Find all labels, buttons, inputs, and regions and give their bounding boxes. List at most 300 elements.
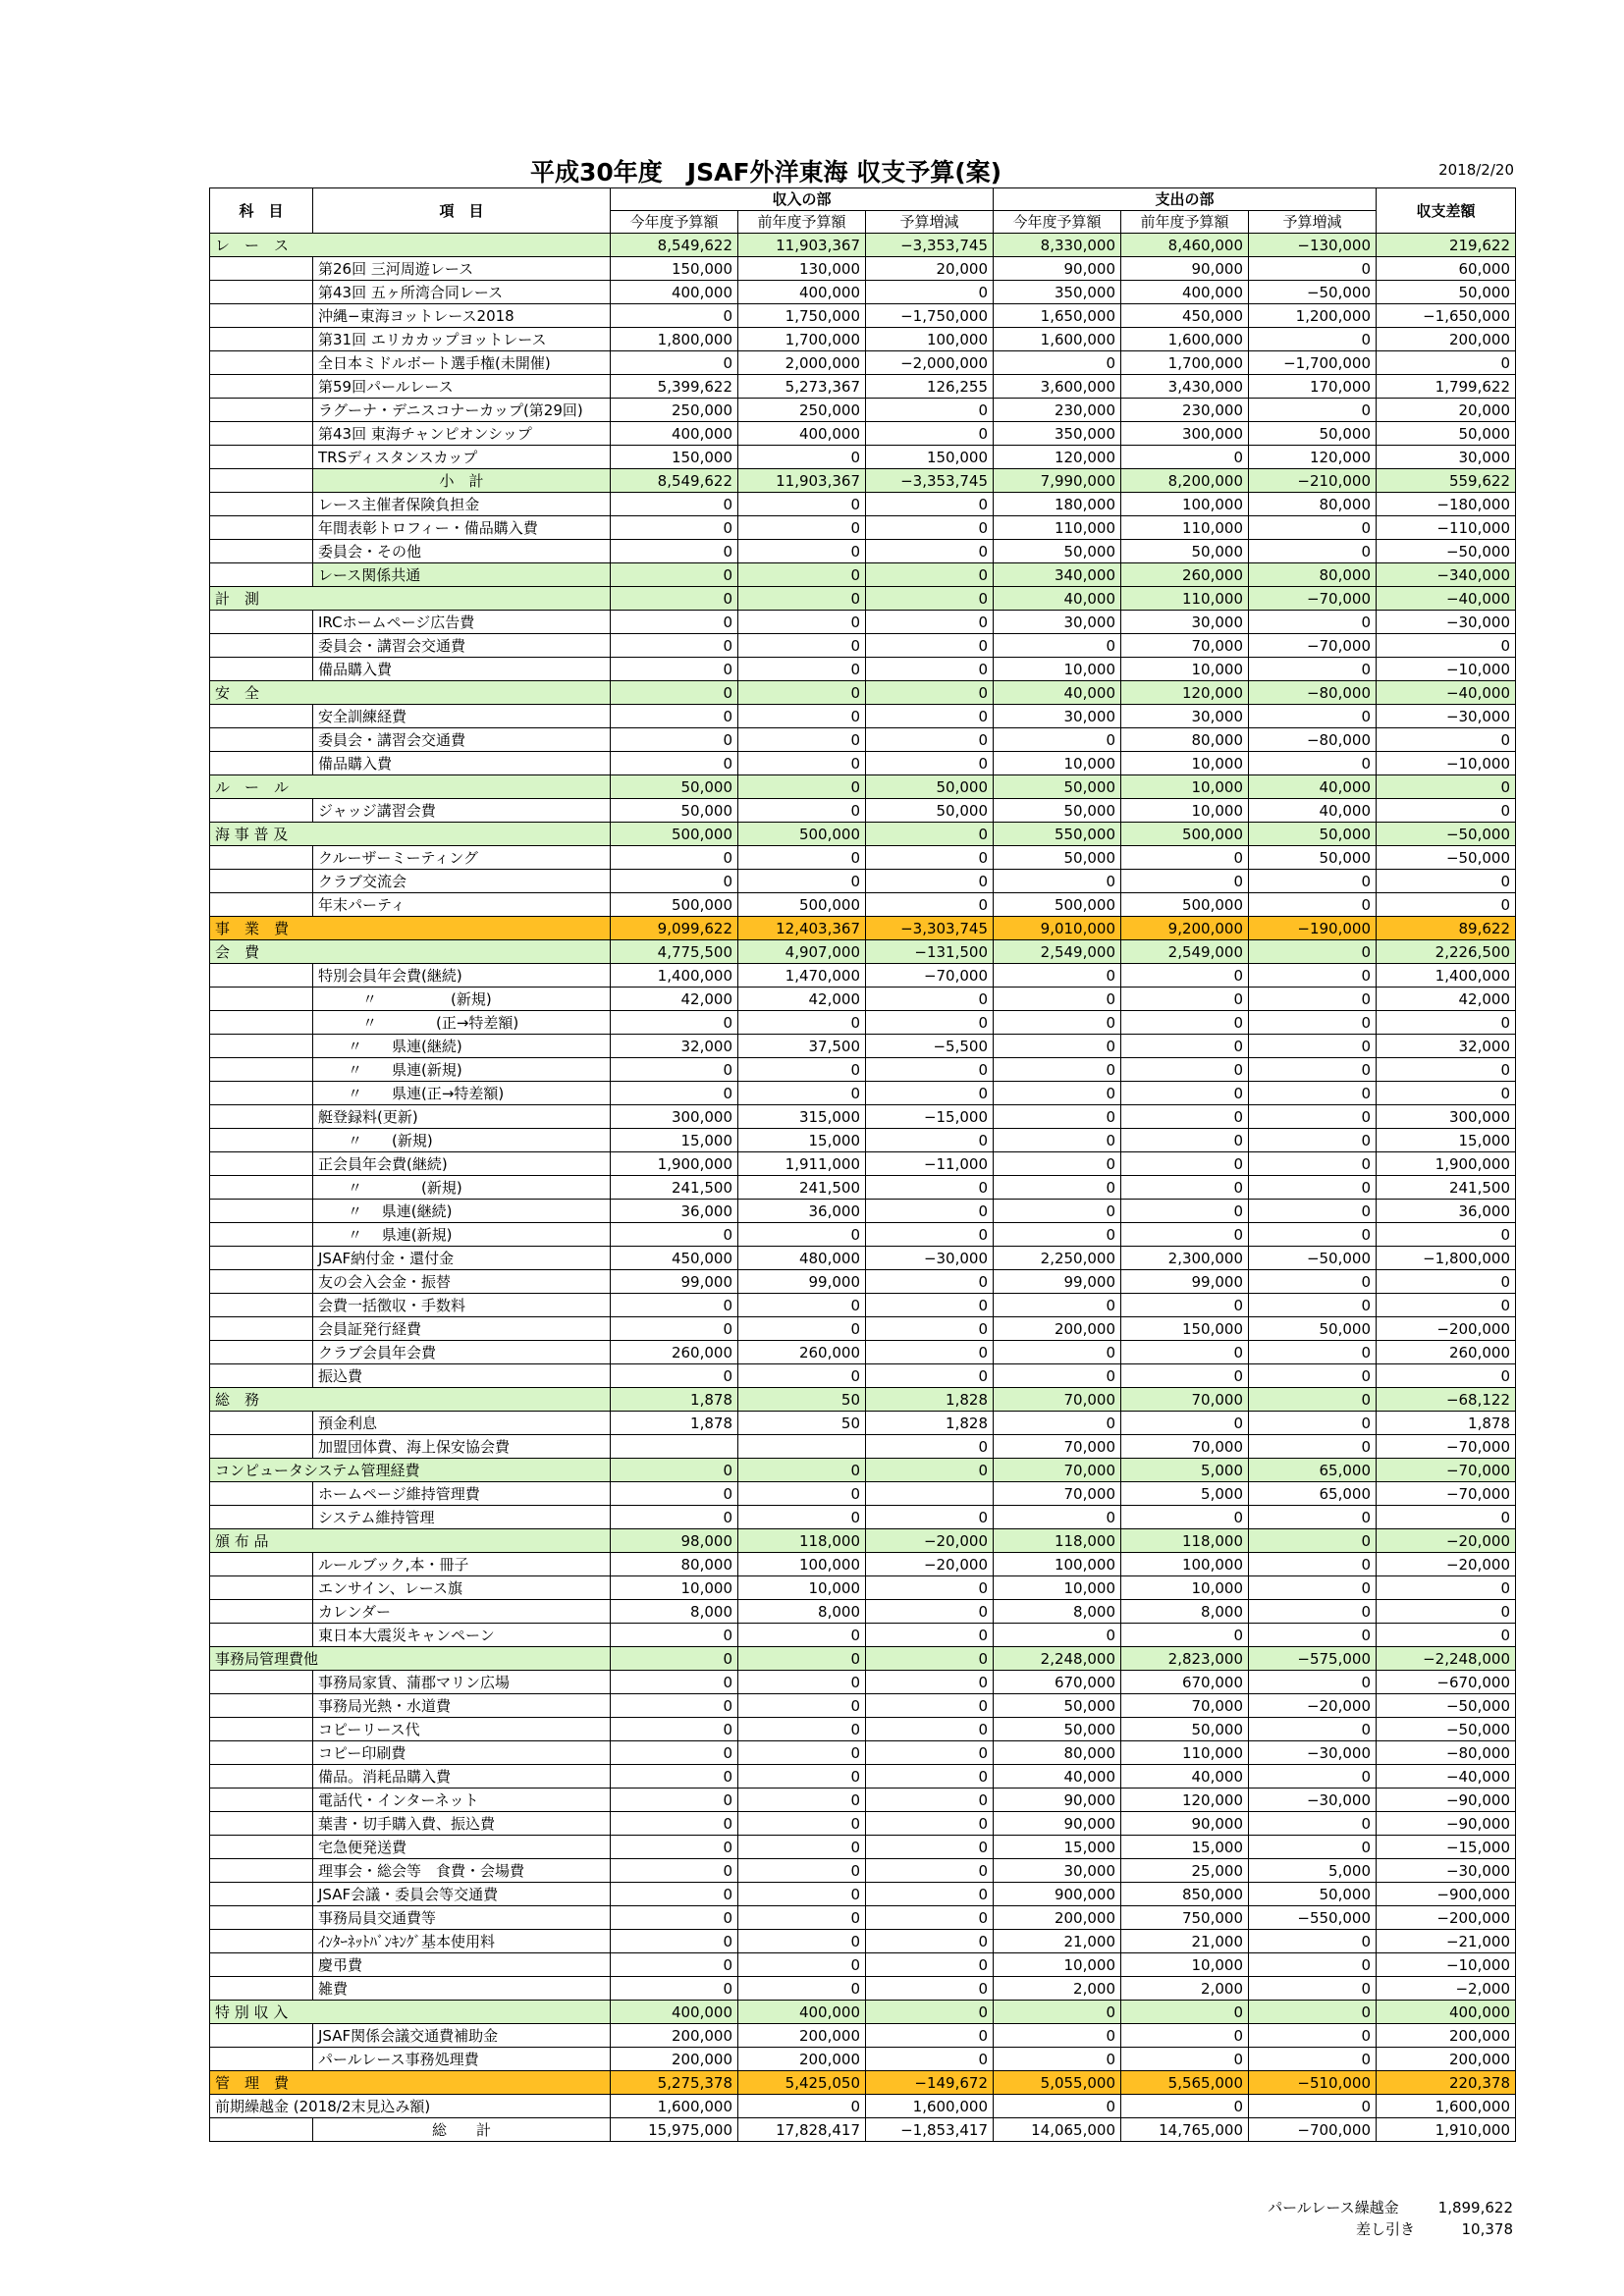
value-cell [738,1435,866,1459]
value-cell: 450,000 [611,1247,738,1270]
value-cell: 50,000 [1249,422,1377,446]
item-label: ｲﾝﾀｰﾈｯﾄﾊﾞﾝｷﾝｸﾞ基本使用料 [313,1930,611,1953]
value-cell: 500,000 [1121,893,1249,917]
value-cell: 0 [1249,611,1377,634]
cat-row [210,1647,1516,1671]
item-label: 雑費 [313,1977,611,2001]
value-cell [866,1482,994,1506]
value-cell: 10,000 [994,1576,1121,1600]
table-row [210,893,1516,917]
table-row [210,1765,1516,1789]
value-cell: 0 [1377,1294,1516,1317]
value-cell: 500,000 [738,893,866,917]
item-label: JSAF会議・委員会等交通費 [313,1883,611,1906]
value-cell: 8,549,622 [611,234,738,257]
item-label: JSAF納付金・還付金 [313,1247,611,1270]
table-row [210,1176,1516,1200]
table-row [210,493,1516,516]
value-cell: 0 [1377,1223,1516,1247]
value-cell: 0 [1249,1176,1377,1200]
item-label: 理事会・総会等 食費・会場費 [313,1859,611,1883]
value-cell: 42,000 [1377,988,1516,1011]
value-cell: 0 [738,1694,866,1718]
item-label: 委員会・その他 [313,540,611,563]
value-cell: 400,000 [738,422,866,446]
value-cell: 0 [1249,1553,1377,1576]
value-cell: 15,000 [738,1129,866,1152]
item-label: 東日本大震災キャンペーン [313,1624,611,1647]
category-label: コンピュータシステム管理経費 [210,1459,611,1482]
value-cell: 0 [1249,988,1377,1011]
empty-cell [210,2118,313,2142]
value-cell: 0 [994,1176,1121,1200]
value-cell: 260,000 [1377,1341,1516,1364]
value-cell: 10,000 [611,1576,738,1600]
value-cell: 5,273,367 [738,375,866,399]
table-row [210,281,1516,304]
value-cell: 0 [866,988,994,1011]
value-cell: 250,000 [738,399,866,422]
col-income-previous: 前年度予算額 [738,211,866,234]
value-cell: 230,000 [994,399,1121,422]
empty-cell [210,1930,313,1953]
value-cell: 0 [738,1364,866,1388]
value-cell: 8,000 [738,1600,866,1624]
value-cell: 0 [1249,2048,1377,2071]
value-cell: 0 [866,1600,994,1624]
table-row [210,799,1516,823]
value-cell: 1,911,000 [738,1152,866,1176]
value-cell: 0 [866,1058,994,1082]
value-cell: 110,000 [1121,587,1249,611]
empty-cell [210,1953,313,1977]
value-cell: −210,000 [1249,469,1377,493]
value-cell: 50 [738,1412,866,1435]
value-cell: 0 [1121,2024,1249,2048]
value-cell: 36,000 [738,1200,866,1223]
value-cell: 30,000 [1121,611,1249,634]
value-cell: 50,000 [1377,422,1516,446]
value-cell: −70,000 [1377,1482,1516,1506]
sub-row [210,469,1516,493]
value-cell: −5,500 [866,1035,994,1058]
table-row [210,870,1516,893]
value-cell: 400,000 [738,2001,866,2024]
value-cell: 180,000 [994,493,1121,516]
empty-cell [210,304,313,328]
value-cell: −70,000 [1377,1435,1516,1459]
cat-row [210,234,1516,257]
empty-cell [210,1789,313,1812]
value-cell: −70,000 [1377,1459,1516,1482]
table-row [210,611,1516,634]
value-cell: 0 [1121,1105,1249,1129]
value-cell: −80,000 [1249,728,1377,752]
table-row [210,257,1516,281]
empty-cell [210,563,313,587]
table-row [210,1789,1516,1812]
value-cell: 0 [866,1883,994,1906]
item-label: クラブ交流会 [313,870,611,893]
value-cell: 5,055,000 [994,2071,1121,2095]
value-cell: 42,000 [611,988,738,1011]
value-cell: −510,000 [1249,2071,1377,2095]
value-cell: 5,000 [1121,1482,1249,1506]
value-cell: 0 [866,540,994,563]
value-cell: 50,000 [994,1718,1121,1741]
col-income-current: 今年度予算額 [611,211,738,234]
value-cell: 50,000 [866,775,994,799]
value-cell: 0 [866,2024,994,2048]
value-cell: 0 [866,705,994,728]
value-cell: 0 [611,1647,738,1671]
value-cell: 0 [611,1930,738,1953]
value-cell: 200,000 [738,2024,866,2048]
empty-cell [210,1200,313,1223]
table-row [210,1364,1516,1388]
value-cell: −2,000,000 [866,351,994,375]
value-cell: 0 [1377,351,1516,375]
value-cell: 0 [611,1082,738,1105]
value-cell: 0 [866,1718,994,1741]
item-label: 友の会入会金・振替 [313,1270,611,1294]
table-row [210,1953,1516,1977]
value-cell: −70,000 [1249,587,1377,611]
value-cell: 5,000 [1249,1859,1377,1883]
value-cell: 0 [611,752,738,775]
table-row [210,1977,1516,2001]
item-label: 沖縄−東海ヨットレース2018 [313,304,611,328]
item-label: 第43回 東海チャンピオンシップ [313,422,611,446]
value-cell: 15,000 [994,1836,1121,1859]
value-cell: 0 [738,799,866,823]
value-cell: 1,650,000 [994,304,1121,328]
category-label: 事 業 費 [210,917,611,940]
value-cell: 2,000 [1121,1977,1249,2001]
value-cell: 400,000 [611,281,738,304]
footer-row [1268,2218,1513,2240]
value-cell: 0 [866,1129,994,1152]
value-cell: 0 [866,1671,994,1694]
value-cell: 10,000 [994,658,1121,681]
table-row [210,1812,1516,1836]
value-cell: 400,000 [738,281,866,304]
value-cell: 150,000 [611,446,738,469]
value-cell: 0 [738,658,866,681]
value-cell: 0 [866,1270,994,1294]
value-cell: 0 [738,1765,866,1789]
value-cell: 450,000 [1121,304,1249,328]
value-cell: −50,000 [1377,1718,1516,1741]
value-cell: −575,000 [1249,1647,1377,1671]
value-cell: 20,000 [866,257,994,281]
income-header: 収入の部 [611,188,994,211]
value-cell: 5,399,622 [611,375,738,399]
value-cell: 0 [611,611,738,634]
value-cell: 0 [1377,1364,1516,1388]
footer-row [1268,2197,1513,2218]
value-cell: 0 [866,870,994,893]
value-cell: 30,000 [1121,705,1249,728]
value-cell: 0 [994,634,1121,658]
empty-cell [210,1058,313,1082]
item-label: 〃 (新規) [313,1129,611,1152]
value-cell: 220,378 [1377,2071,1516,2095]
value-cell: −340,000 [1377,563,1516,587]
value-cell: 400,000 [1121,281,1249,304]
value-cell: 0 [1121,964,1249,988]
value-cell: 0 [1249,2001,1377,2024]
value-cell: 0 [866,1741,994,1765]
value-cell: 0 [1121,1011,1249,1035]
value-cell: −90,000 [1377,1812,1516,1836]
value-cell: 0 [611,1058,738,1082]
value-cell: 30,000 [994,1859,1121,1883]
empty-cell [210,964,313,988]
item-label: レース主催者保険負担金 [313,493,611,516]
value-cell: 0 [866,1859,994,1883]
value-cell: 0 [738,1058,866,1082]
item-label: 宅急便発送費 [313,1836,611,1859]
empty-cell [210,1600,313,1624]
value-cell: 1,600,000 [866,2095,994,2118]
value-cell: 4,775,500 [611,940,738,964]
value-cell: 0 [1249,870,1377,893]
value-cell: 0 [1121,1082,1249,1105]
value-cell: 17,828,417 [738,2118,866,2142]
empty-cell [210,1765,313,1789]
table-row [210,1412,1516,1435]
value-cell: 70,000 [994,1388,1121,1412]
value-cell: 8,000 [994,1600,1121,1624]
value-cell: 120,000 [1249,446,1377,469]
value-cell: 0 [1249,1624,1377,1647]
value-cell: 0 [866,1459,994,1482]
value-cell: 70,000 [994,1435,1121,1459]
table-row [210,752,1516,775]
value-cell: −20,000 [866,1529,994,1553]
page-title: 平成30年度 JSAF外洋東海 収支予算(案) [530,158,1002,187]
value-cell: −50,000 [1377,540,1516,563]
empty-cell [210,1294,313,1317]
value-cell: 0 [611,1883,738,1906]
item-label: TRSディスタンスカップ [313,446,611,469]
value-cell: 0 [611,1765,738,1789]
value-cell: 150,000 [866,446,994,469]
item-label: 振込費 [313,1364,611,1388]
value-cell: 40,000 [994,1765,1121,1789]
value-cell: 0 [866,2048,994,2071]
value-cell: 315,000 [738,1105,866,1129]
value-cell: 300,000 [611,1105,738,1129]
value-cell: 219,622 [1377,234,1516,257]
value-cell: 0 [738,1011,866,1035]
value-cell: 0 [738,1812,866,1836]
value-cell: 42,000 [738,988,866,1011]
value-cell: 0 [611,1812,738,1836]
value-cell: 0 [611,1624,738,1647]
value-cell: −900,000 [1377,1883,1516,1906]
empty-cell [210,2024,313,2048]
table-row [210,1435,1516,1459]
item-label: 艇登録料(更新) [313,1105,611,1129]
table-row [210,1930,1516,1953]
value-cell: 1,600,000 [1377,2095,1516,2118]
subtotal-label: 小 計 [313,469,611,493]
value-cell: 100,000 [994,1553,1121,1576]
value-cell: 1,470,000 [738,964,866,988]
value-cell: 9,099,622 [611,917,738,940]
value-cell: 0 [1249,940,1377,964]
value-cell: 80,000 [611,1553,738,1576]
category-label: 頒 布 品 [210,1529,611,1553]
empty-cell [210,1176,313,1200]
item-label: カレンダー [313,1600,611,1624]
value-cell: 40,000 [994,681,1121,705]
value-cell: 15,000 [1377,1129,1516,1152]
value-cell: 0 [611,1906,738,1930]
value-cell: 0 [738,1624,866,1647]
value-cell: 50,000 [994,540,1121,563]
value-cell: 0 [611,304,738,328]
empty-cell [210,1364,313,1388]
table-row [210,1247,1516,1270]
value-cell: 0 [866,1576,994,1600]
value-cell: 0 [866,846,994,870]
value-cell: 0 [1249,1223,1377,1247]
value-cell: 0 [866,1694,994,1718]
value-cell: 0 [1249,705,1377,728]
value-cell: −3,303,745 [866,917,994,940]
table-row [210,375,1516,399]
item-label: 慶弔費 [313,1953,611,1977]
value-cell: −50,000 [1249,1247,1377,1270]
item-label: コピー印刷費 [313,1741,611,1765]
plain-row [210,2095,1516,2118]
item-label: システム維持管理 [313,1506,611,1529]
value-cell: 0 [866,1624,994,1647]
value-cell: −40,000 [1377,587,1516,611]
empty-cell [210,1812,313,1836]
category-label: 安 全 [210,681,611,705]
value-cell: 2,549,000 [1121,940,1249,964]
cat-row [210,823,1516,846]
item-label: 〃 県連(継続) [313,1035,611,1058]
value-cell: 0 [738,1671,866,1694]
item-label: 電話代・インターネット [313,1789,611,1812]
item-label: クラブ会員年会費 [313,1341,611,1364]
table-row [210,964,1516,988]
value-cell: 50,000 [1121,1718,1249,1741]
value-cell: 0 [738,1789,866,1812]
value-cell: 30,000 [994,705,1121,728]
value-cell: −68,122 [1377,1388,1516,1412]
table-row [210,1341,1516,1364]
value-cell: 0 [611,1977,738,2001]
value-cell: 0 [1377,1576,1516,1600]
value-cell: 11,903,367 [738,469,866,493]
value-cell: 0 [994,1058,1121,1082]
item-label: クルーザーミーティング [313,846,611,870]
value-cell: −1,700,000 [1249,351,1377,375]
value-cell: 0 [1249,2024,1377,2048]
table-row [210,1152,1516,1176]
value-cell: 0 [994,2095,1121,2118]
value-cell: 2,000 [994,1977,1121,2001]
cat-row [210,587,1516,611]
item-label: 安全訓練経費 [313,705,611,728]
item-label: 第43回 五ヶ所湾合同レース [313,281,611,304]
item-label: ホームページ維持管理費 [313,1482,611,1506]
value-cell: 0 [611,587,738,611]
value-cell: 2,248,000 [994,1647,1121,1671]
value-cell: 2,823,000 [1121,1647,1249,1671]
value-cell: 0 [866,281,994,304]
col-kamoku-header: 科 目 [210,188,313,234]
value-cell: 0 [611,705,738,728]
table-row [210,705,1516,728]
value-cell: 0 [1249,658,1377,681]
value-cell: −80,000 [1377,1741,1516,1765]
value-cell: 9,010,000 [994,917,1121,940]
value-cell: 0 [1121,1200,1249,1223]
value-cell: 0 [738,1482,866,1506]
value-cell: 0 [866,1812,994,1836]
value-cell: 0 [866,1836,994,1859]
value-cell: 1,600,000 [994,328,1121,351]
empty-cell [210,870,313,893]
category-label: ル ー ル [210,775,611,799]
table-row [210,351,1516,375]
value-cell: 0 [738,540,866,563]
empty-cell [210,705,313,728]
value-cell: 1,200,000 [1249,304,1377,328]
value-cell: 0 [994,728,1121,752]
value-cell: −190,000 [1249,917,1377,940]
value-cell: 0 [1249,1671,1377,1694]
value-cell: 36,000 [611,1200,738,1223]
value-cell: 0 [611,1459,738,1482]
value-cell: 0 [866,823,994,846]
category-label: 事務局管理費他 [210,1647,611,1671]
value-cell: −90,000 [1377,1789,1516,1812]
value-cell: 300,000 [1121,422,1249,446]
value-cell: −1,750,000 [866,304,994,328]
value-cell: 14,065,000 [994,2118,1121,2142]
value-cell: 1,400,000 [1377,964,1516,988]
value-cell: 200,000 [1377,2048,1516,2071]
value-cell: −1,800,000 [1377,1247,1516,1270]
value-cell [611,1435,738,1459]
value-cell: −1,650,000 [1377,304,1516,328]
value-cell: 0 [611,658,738,681]
value-cell: 0 [1249,1058,1377,1082]
empty-cell [210,1718,313,1741]
value-cell: 0 [1249,1270,1377,1294]
value-cell: 0 [994,1506,1121,1529]
col-komoku-header: 項 目 [313,188,611,234]
value-cell: 0 [738,1741,866,1765]
value-cell: −110,000 [1377,516,1516,540]
item-label: IRCホームページ広告費 [313,611,611,634]
value-cell: 1,800,000 [611,328,738,351]
value-cell: 0 [1249,1341,1377,1364]
footer-value: 10,378 [1461,2220,1513,2238]
value-cell: −3,353,745 [866,469,994,493]
empty-cell [210,728,313,752]
table-row [210,328,1516,351]
table-row [210,846,1516,870]
